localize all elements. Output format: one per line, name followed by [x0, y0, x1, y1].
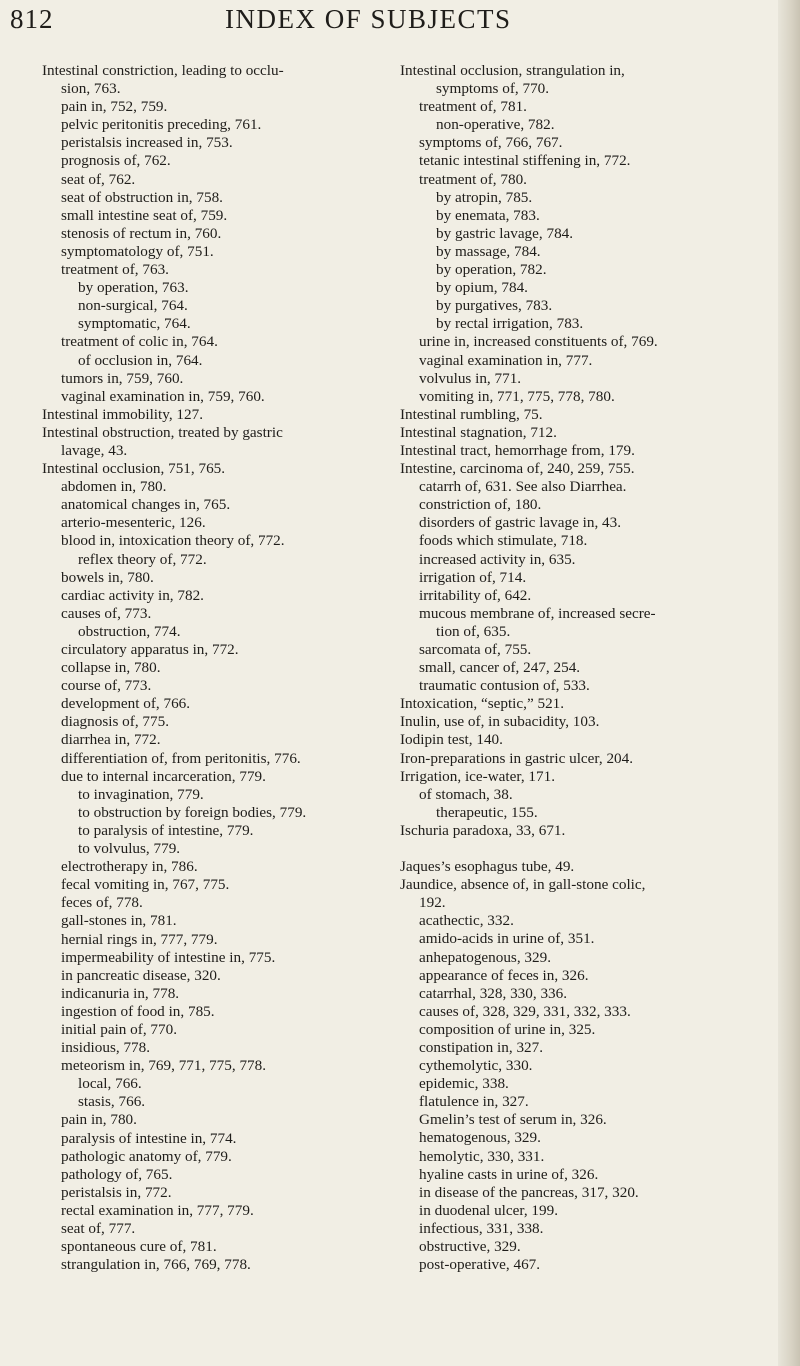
index-subentry: pathologic anatomy of, 779.: [61, 1147, 232, 1165]
index-subentry: pain in, 780.: [61, 1111, 137, 1129]
index-heading: Iodipin test, 140.: [400, 731, 503, 749]
index-subentry: of occlusion in, 764.: [78, 351, 203, 369]
index-subentry: to paralysis of intestine, 779.: [78, 821, 254, 839]
index-subentry: acathectic, 332.: [419, 912, 514, 930]
index-heading: Intestinal rumbling, 75.: [400, 405, 543, 423]
section-gap: [400, 840, 775, 858]
index-subentry: small intestine seat of, 759.: [61, 206, 228, 224]
index-subentry: anatomical changes in, 765.: [61, 496, 231, 514]
index-subentry: pelvic peritonitis preceding, 761.: [61, 116, 262, 134]
index-subentry: obstructive, 329.: [419, 1238, 521, 1255]
index-subentry: symptomatology of, 751.: [61, 242, 214, 260]
index-subentry: to invagination, 779.: [78, 785, 204, 803]
index-subentry: treatment of, 780.: [419, 170, 527, 188]
index-heading: Ischuria paradoxa, 33, 671.: [400, 821, 566, 839]
index-subentry: by purgatives, 783.: [436, 297, 553, 315]
index-subentry: rectal examination in, 777, 779.: [61, 1201, 254, 1219]
index-subentry: post-operative, 467.: [419, 1256, 541, 1274]
index-subentry: non-operative, 782.: [436, 116, 555, 134]
index-heading: Jaundice, absence of, in gall-stone colic,: [400, 876, 646, 894]
index-subentry: by atropin, 785.: [436, 188, 533, 206]
index-subentry: vaginal examination in, 777.: [419, 351, 593, 369]
index-subentry: hyaline casts in urine of, 326.: [419, 1165, 599, 1183]
index-subentry: of stomach, 38.: [419, 785, 513, 803]
index-subentry: by enemata, 783.: [436, 206, 540, 224]
index-subentry: flatulence in, 327.: [419, 1093, 529, 1111]
index-subentry: urine in, increased constituents of, 769.: [419, 333, 658, 351]
index-subentry: peristalsis increased in, 753.: [61, 134, 233, 152]
index-subentry: meteorism in, 769, 771, 775, 778.: [61, 1057, 267, 1075]
index-subentry: appearance of feces in, 326.: [419, 966, 589, 984]
index-subentry: paralysis of intestine in, 774.: [61, 1129, 237, 1147]
index-subentry: ingestion of food in, 785.: [61, 1002, 215, 1020]
index-subentry: tetanic intestinal stiffening in, 772.: [419, 152, 631, 170]
index-subentry: non-surgical, 764.: [78, 297, 188, 315]
index-subentry: treatment of colic in, 764.: [61, 333, 218, 351]
index-heading: Irrigation, ice-water, 171.: [400, 767, 555, 785]
index-subentry: by opium, 784.: [436, 279, 528, 297]
index-subentry: blood in, intoxication theory of, 772.: [61, 532, 285, 550]
index-subentry: infectious, 331, 338.: [419, 1219, 544, 1237]
index-heading: Intestinal constriction, leading to occlu-: [42, 62, 284, 79]
index-subentry: impermeability of intestine in, 775.: [61, 948, 276, 966]
index-subentry: electrotherapy in, 786.: [61, 858, 198, 876]
index-subentry: in disease of the pancreas, 317, 320.: [419, 1183, 639, 1201]
index-subentry: by massage, 784.: [436, 242, 541, 260]
index-heading: Intestinal tract, hemorrhage from, 179.: [400, 441, 635, 459]
index-subentry: bowels in, 780.: [61, 568, 154, 586]
index-subentry: vaginal examination in, 759, 760.: [61, 387, 265, 405]
index-column-left: [42, 62, 392, 1274]
index-subentry: peristalsis in, 772.: [61, 1183, 172, 1201]
running-title: INDEX OF SUBJECTS: [225, 4, 512, 34]
index-subentry: obstruction, 774.: [78, 622, 181, 640]
index-heading: Intestinal stagnation, 712.: [400, 423, 557, 441]
page-header: [0, 4, 800, 44]
index-subentry: foods which stimulate, 718.: [419, 532, 588, 550]
index-subentry: abdomen in, 780.: [61, 478, 167, 496]
index-subentry: strangulation in, 766, 769, 778.: [61, 1256, 251, 1274]
index-subentry: hernial rings in, 777, 779.: [61, 930, 218, 948]
index-subentry: by operation, 763.: [78, 279, 189, 297]
index-subentry: causes of, 773.: [61, 604, 152, 622]
index-subentry: anhepatogenous, 329.: [419, 948, 552, 966]
index-subentry: seat of obstruction in, 758.: [61, 188, 223, 206]
index-subentry: sarcomata of, 755.: [419, 641, 532, 658]
index-subentry: local, 766.: [78, 1075, 142, 1093]
index-subentry: volvulus in, 771.: [419, 369, 522, 387]
index-subentry: irrigation of, 714.: [419, 568, 527, 586]
index-subentry: treatment of, 763.: [61, 261, 169, 279]
index-subentry: indicanuria in, 778.: [61, 984, 180, 1002]
index-subentry: arterio-mesenteric, 126.: [61, 514, 206, 532]
index-subentry: constipation in, 327.: [419, 1038, 544, 1056]
index-subentry: diagnosis of, 775.: [61, 713, 169, 731]
index-subentry: causes of, 328, 329, 331, 332, 333.: [419, 1002, 631, 1020]
index-subentry: initial pain of, 770.: [61, 1020, 177, 1038]
index-subentry: insidious, 778.: [61, 1039, 151, 1057]
index-subentry: 192.: [419, 894, 446, 912]
index-column-right: [400, 62, 775, 1274]
index-subentry: constriction of, 180.: [419, 496, 542, 514]
index-subentry: small, cancer of, 247, 254.: [419, 659, 581, 677]
index-subentry: pain in, 752, 759.: [61, 98, 168, 116]
index-subentry: tumors in, 759, 760.: [61, 369, 184, 387]
index-heading: Iron-preparations in gastric ulcer, 204.: [400, 749, 634, 767]
index-subentry: tion of, 635.: [436, 622, 511, 640]
index-heading: Intestinal occlusion, 751, 765.: [42, 460, 226, 478]
index-subentry: treatment of, 781.: [419, 98, 527, 116]
index-subentry: amido-acids in urine of, 351.: [419, 930, 595, 948]
index-subentry: by gastric lavage, 784.: [436, 224, 574, 242]
index-subentry: stenosis of rectum in, 760.: [61, 224, 222, 242]
index-subentry: irritability of, 642.: [419, 586, 532, 604]
index-subentry: seat of, 777.: [61, 1220, 136, 1237]
index-subentry: spontaneous cure of, 781.: [61, 1238, 217, 1256]
index-subentry: traumatic contusion of, 533.: [419, 677, 590, 695]
index-subentry: mucous membrane of, increased secre-: [419, 604, 656, 622]
index-subentry: due to internal incarceration, 779.: [61, 767, 266, 785]
index-subentry: by operation, 782.: [436, 261, 547, 279]
index-subentry: fecal vomiting in, 767, 775.: [61, 876, 230, 894]
index-subentry: hematogenous, 329.: [419, 1129, 541, 1147]
index-heading: Jaques’s esophagus tube, 49.: [400, 858, 575, 876]
index-heading: Intoxication, “septic,” 521.: [400, 695, 565, 713]
index-subentry: differentiation of, from peritonitis, 776.: [61, 749, 301, 767]
index-subentry: vomiting in, 771, 775, 778, 780.: [419, 387, 615, 405]
index-heading: Intestinal obstruction, treated by gastric: [42, 423, 283, 441]
index-subentry: seat of, 762.: [61, 170, 136, 188]
index-heading: Intestinal occlusion, strangulation in,: [400, 62, 625, 79]
index-subentry: in pancreatic disease, 320.: [61, 966, 221, 984]
index-subentry: Gmelin’s test of serum in, 326.: [419, 1111, 607, 1129]
index-subentry: by rectal irrigation, 783.: [436, 315, 584, 333]
index-subentry: disorders of gastric lavage in, 43.: [419, 514, 622, 532]
index-subentry: hemolytic, 330, 331.: [419, 1147, 545, 1165]
page-number: 812: [10, 4, 54, 34]
index-subentry: diarrhea in, 772.: [61, 731, 161, 749]
index-subentry: circulatory apparatus in, 772.: [61, 641, 239, 658]
index-subentry: composition of urine in, 325.: [419, 1020, 596, 1038]
index-heading: Intestine, carcinoma of, 240, 259, 755.: [400, 460, 635, 478]
index-subentry: gall-stones in, 781.: [61, 912, 177, 930]
index-subentry: pathology of, 765.: [61, 1165, 173, 1183]
index-subentry: development of, 766.: [61, 695, 191, 713]
index-subentry: catarrh of, 631. See also Diarrhea.: [419, 478, 627, 496]
index-subentry: stasis, 766.: [78, 1093, 146, 1111]
index-subentry: reflex theory of, 772.: [78, 550, 207, 568]
index-subentry: to obstruction by foreign bodies, 779.: [78, 803, 307, 821]
index-heading: Intestinal immobility, 127.: [42, 405, 204, 423]
index-subentry: course of, 773.: [61, 677, 152, 695]
index-subentry: symptoms of, 766, 767.: [419, 134, 563, 152]
index-subentry: lavage, 43.: [61, 441, 128, 459]
index-subentry: in duodenal ulcer, 199.: [419, 1201, 558, 1219]
index-subentry: symptomatic, 764.: [78, 315, 191, 333]
index-subentry: increased activity in, 635.: [419, 550, 576, 568]
index-subentry: therapeutic, 155.: [436, 803, 538, 821]
index-subentry: epidemic, 338.: [419, 1075, 509, 1093]
index-subentry: prognosis of, 762.: [61, 152, 171, 170]
index-heading: Inulin, use of, in subacidity, 103.: [400, 713, 600, 731]
index-subentry: feces of, 778.: [61, 894, 143, 912]
index-subentry: collapse in, 780.: [61, 659, 161, 677]
page-edge: [778, 0, 800, 1366]
index-subentry: sion, 763.: [61, 80, 121, 98]
index-subentry: cythemolytic, 330.: [419, 1057, 533, 1075]
index-subentry: symptoms of, 770.: [436, 80, 550, 98]
index-subentry: to volvulus, 779.: [78, 840, 181, 858]
index-subentry: catarrhal, 328, 330, 336.: [419, 984, 568, 1002]
index-subentry: cardiac activity in, 782.: [61, 586, 204, 604]
